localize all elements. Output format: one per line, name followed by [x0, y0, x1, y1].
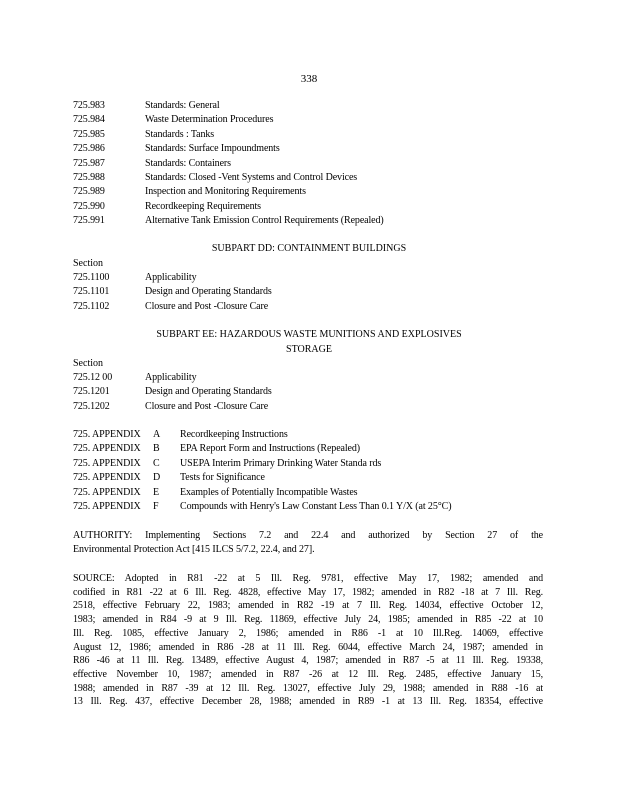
section-number: 725.990	[73, 200, 105, 212]
toc-entry	[73, 385, 272, 398]
section-title: Alternative Tank Emission Control Requirements (Repealed)	[145, 215, 384, 227]
appendix-entry	[73, 486, 357, 499]
page-number: 338	[300, 73, 318, 85]
paragraph-line: effective November 10, 1987; amended in R87 -26 at 12 Ill. Reg. 2485, effective January 15,	[73, 668, 543, 680]
appendix-title: Compounds with Henry's Law Constant Less Than 0.1 Y/X (at 25°C)	[180, 501, 452, 512]
section-number: 725.12 00	[73, 372, 113, 383]
toc-entry	[73, 300, 268, 313]
paragraph-line: SOURCE: Adopted in R81 -22 at 5 Ill. Reg. 9781, effective May 17, 1982; amended and	[73, 573, 543, 584]
section-title: Design and Operating Standards	[145, 286, 272, 298]
section-title: Standards: General	[145, 100, 220, 111]
section-title: Closure and Post -Closure Care	[145, 400, 269, 412]
toc-entry	[73, 128, 214, 141]
paragraph-line: 13 Ill. Reg. 437, effective December 28, 1988; amended in R89 -1 at 13 Ill. Reg. 18354, effective	[73, 696, 543, 708]
section-number: 725.985	[73, 128, 105, 140]
section-label: Section	[73, 258, 103, 269]
section-number: 725.1101	[73, 286, 110, 298]
section-title: Standards: Closed -Vent Systems and Control Devices	[145, 172, 358, 183]
section-title: Applicability	[145, 372, 197, 383]
appendix-letter: D	[153, 472, 161, 484]
subpart-ee-heading-continued: STORAGE	[286, 344, 332, 355]
authority-paragraph	[73, 529, 543, 556]
appendix-prefix: 725. APPENDIX	[73, 457, 141, 469]
toc-entry	[73, 400, 268, 413]
toc-entry	[73, 157, 231, 170]
subpart-dd-heading: SUBPART DD: CONTAINMENT BUILDINGS	[211, 243, 407, 254]
appendix-letter: F	[153, 501, 159, 512]
toc-entry	[73, 285, 272, 298]
appendix-prefix: 725. APPENDIX	[73, 472, 141, 484]
paragraph-line: Environmental Protection Act [415 ILCS 5/7.2, 22.4, and 27].	[73, 543, 315, 555]
toc-entry	[73, 142, 280, 155]
appendix-prefix: 725. APPENDIX	[73, 486, 141, 498]
appendix-entry	[73, 500, 451, 513]
section-number: 725.989	[73, 186, 105, 198]
section-title: Standards: Containers	[145, 157, 231, 169]
section-number: 725.1201	[73, 386, 110, 398]
appendix-title: USEPA Interim Primary Drinking Water Standa rds	[180, 457, 382, 469]
appendix-title: Examples of Potentially Incompatible Wastes	[180, 486, 358, 498]
section-title: Inspection and Monitoring Requirements	[145, 186, 306, 198]
section-number: 725.1202	[73, 400, 110, 412]
paragraph-line: August 12, 1986; amended in R86 -28 at 11 Ill. Reg. 6044, effective March 24, 1987; amended in	[73, 641, 543, 653]
toc-entry	[73, 371, 196, 384]
paragraph-line: Ill. Reg. 1085, effective January 2, 1986; amended in R86 -1 at 10 Ill.Reg. 14069, effective	[73, 627, 543, 639]
section-title: Waste Determination Procedures	[145, 114, 274, 126]
paragraph-line: 1988; amended in R87 -39 at 12 Ill. Reg. 13027, effective July 29, 1988; amended in R88 -16 at	[73, 682, 543, 694]
appendix-entry	[73, 428, 288, 441]
section-number: 725.991	[73, 215, 105, 227]
appendix-prefix: 725. APPENDIX	[73, 443, 141, 455]
appendix-title: Tests for Significance	[180, 472, 265, 484]
toc-entry	[73, 200, 261, 213]
toc-entry	[73, 99, 220, 112]
toc-entry	[73, 185, 306, 198]
appendix-letter: A	[153, 429, 161, 440]
section-number: 725.1102	[73, 300, 110, 312]
section-title: Design and Operating Standards	[145, 386, 272, 398]
appendix-entry	[73, 442, 360, 455]
source-paragraph	[73, 572, 543, 709]
appendix-letter: B	[153, 443, 160, 455]
subpart-ee-heading: SUBPART EE: HAZARDOUS WASTE MUNITIONS AND EXPLOSIVES	[156, 329, 462, 340]
appendix-prefix: 725. APPENDIX	[73, 429, 141, 440]
section-label: Section	[73, 358, 103, 369]
section-title: Standards: Surface Impoundments	[145, 143, 280, 155]
section-number: 725.983	[73, 100, 105, 111]
section-title: Recordkeeping Requirements	[145, 200, 261, 212]
paragraph-line: 1983; amended in R84 -9 at 9 Ill. Reg. 11869, effective July 24, 1985; amended in R85 -22 at 10	[73, 614, 543, 626]
paragraph-line: 2518, effective February 22, 1983; amended in R82 -19 at 7 Ill. Reg. 14034, effective October 12,	[73, 600, 543, 612]
appendix-prefix: 725. APPENDIX	[73, 501, 141, 512]
toc-entry	[73, 271, 196, 284]
paragraph-line: AUTHORITY: Implementing Sections 7.2 and 22.4 and authorized by Section 27 of the	[73, 530, 543, 541]
toc-entry	[73, 113, 273, 126]
toc-entry	[73, 214, 384, 227]
section-number: 725.988	[73, 172, 105, 183]
section-number: 725.984	[73, 114, 105, 126]
appendix-entry	[73, 471, 265, 484]
toc-entry	[73, 171, 357, 184]
appendix-letter: C	[153, 457, 160, 469]
section-number: 725.1100	[73, 272, 110, 283]
paragraph-line: codified in R81 -22 at 6 Ill. Reg. 4828, effective May 17, 1982; amended in R82 -18 at 7 Ill. Reg.	[73, 586, 543, 598]
section-title: Standards : Tanks	[145, 128, 215, 140]
section-title: Closure and Post -Closure Care	[145, 300, 269, 312]
appendix-entry	[73, 457, 381, 470]
paragraph-line: R86 -46 at 11 Ill. Reg. 13489, effective August 4, 1987; amended in R87 -5 at 11 Ill. Reg. 19338,	[73, 655, 543, 667]
appendix-letter: E	[153, 486, 160, 498]
appendix-title: EPA Report Form and Instructions (Repealed)	[180, 443, 361, 455]
section-number: 725.986	[73, 143, 105, 155]
section-title: Applicability	[145, 272, 197, 283]
appendix-title: Recordkeeping Instructions	[180, 429, 288, 440]
section-number: 725.987	[73, 157, 105, 169]
